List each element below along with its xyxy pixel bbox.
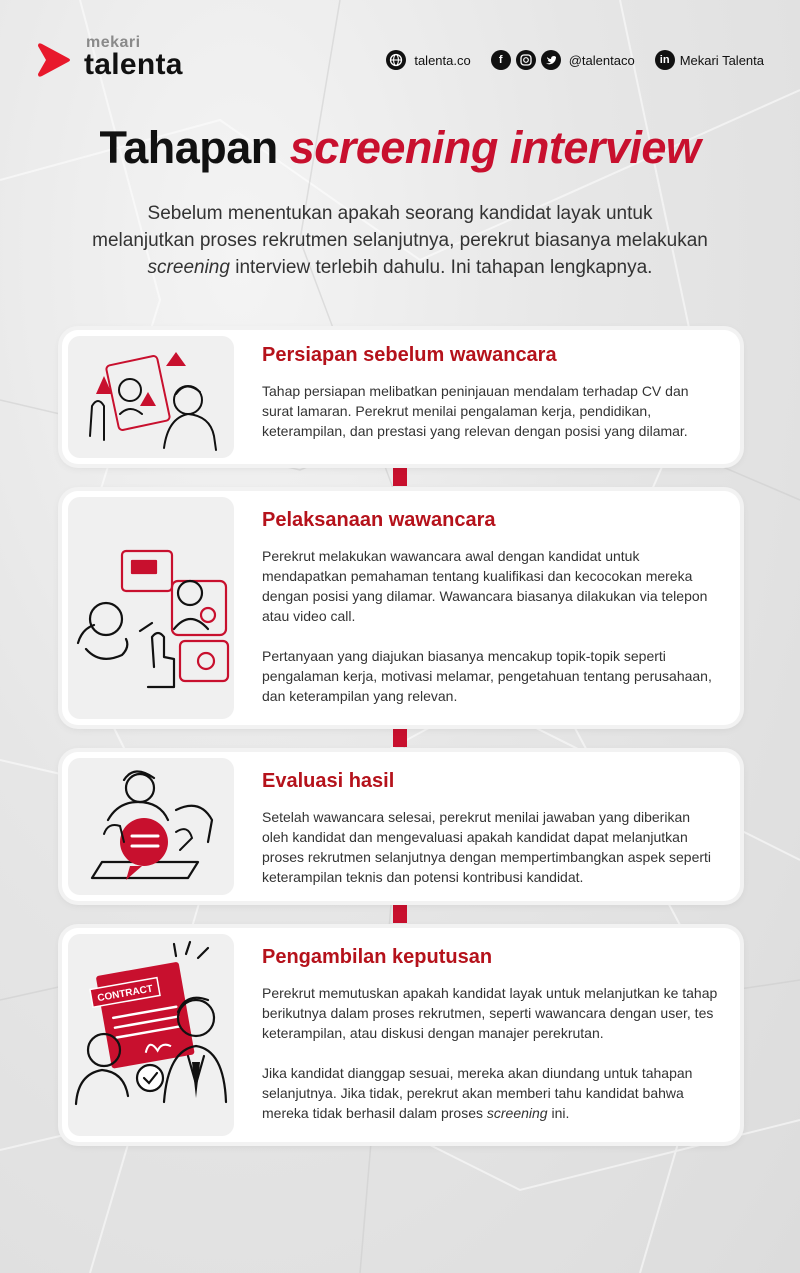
step-4-text-1: Perekrut memutuskan apakah kandidat layak untuk melanjutkan ke tahap berikutnya dalam proses rekrutmen, seperti wawancara dengan user, tes keterampilan, atau diskusi dengan manajer perekrutan. <box>262 985 718 1041</box>
brand-small-text: mekari <box>86 34 141 51</box>
step-2-text-1: Perekrut melakukan wawancara awal dengan kandidat untuk mendapatkan pemahaman tentang kualifikasi dan kecocokan mereka dengan posisi yang dilamar. Wawancara biasanya dilakukan via telepon atau video call. <box>262 548 708 624</box>
video-call-illustration <box>68 497 234 719</box>
intro-line-1: Sebelum menentukan apakah seorang kandidat layak untuk <box>147 203 653 224</box>
linkedin-text: Mekari Talenta <box>679 52 764 68</box>
evaluation-illustration <box>68 758 234 895</box>
intro-paragraph <box>40 200 760 281</box>
facebook-icon: f <box>491 50 511 70</box>
website-link[interactable] <box>386 50 480 70</box>
decision-illustration <box>68 934 234 1136</box>
step-card-3 <box>62 752 740 901</box>
contract-label: CONTRACT <box>96 983 154 1005</box>
step-4-title: Pengambilan keputusan <box>262 946 493 968</box>
instagram-icon <box>516 50 536 70</box>
step-connector <box>393 729 407 747</box>
step-1-content <box>262 344 720 441</box>
social-handle-text: @talentaco <box>568 52 635 68</box>
page-title <box>0 122 800 174</box>
step-3-title: Evaluasi hasil <box>262 770 395 792</box>
linkedin-link[interactable] <box>655 50 764 70</box>
step-1-title: Persiapan sebelum wawancara <box>262 344 557 366</box>
step-connector <box>393 905 407 923</box>
step-2-content <box>262 509 720 706</box>
intro-line-3-rest: interview terlebih dahulu. Ini tahapan lengkapnya. <box>229 257 653 278</box>
step-4-text-2 <box>262 1063 720 1123</box>
step-3-text: Setelah wawancara selesai, perekrut menilai jawaban yang diberikan oleh kandidat dan mengevaluasi apakah kandidat dapat melanjutkan proses rekrutmen selanjutnya dengan mempertimbangkan aspek seperti keterampilan teknis dan potensi kontribusi kandidat. <box>262 809 712 885</box>
social-links <box>386 50 764 70</box>
step-card-4 <box>62 928 740 1142</box>
step-3-content <box>262 770 720 887</box>
logo-chevron-icon <box>36 40 76 80</box>
brand-logo <box>36 34 216 84</box>
intro-line-3-emphasis: screening <box>147 257 230 278</box>
step-1-text: Tahap persiapan melibatkan peninjauan mendalam terhadap CV dan surat lamaran. Perekrut menilai pengalaman kerja, pendidikan, keterampilan, dan prestasi yang relevan dengan posisi yang dilamar. <box>262 383 689 439</box>
cv-review-illustration <box>68 336 234 458</box>
twitter-icon <box>541 50 561 70</box>
brand-big-text: talenta <box>84 48 183 81</box>
step-connector <box>393 468 407 486</box>
step-4-text-2-emphasis: screening <box>486 1105 548 1121</box>
intro-line-2: melanjutkan proses rekrutmen selanjutnya, perekrut biasanya melakukan <box>92 230 708 251</box>
step-4-text-2-before: Jika kandidat dianggap sesuai, mereka akan diundang untuk tahapan selanjutnya. Jika tidak, perekrut akan memberi tahu kandidat bahwa mereka tidak berhasil dalam proses <box>262 1065 693 1121</box>
step-card-2 <box>62 491 740 725</box>
title-part-1: Tahapan <box>99 122 278 173</box>
step-4-content <box>262 946 720 1123</box>
website-text: talenta.co <box>414 52 471 68</box>
title-part-2: screening interview <box>289 122 701 173</box>
linkedin-icon: in <box>655 50 675 70</box>
step-4-text-2-after: ini. <box>547 1105 570 1121</box>
step-card-1 <box>62 330 740 464</box>
step-2-text-2: Pertanyaan yang diajukan biasanya mencakup topik-topik seperti pengalaman kerja, motivasi melamar, pengetahuan tentang perusahaan, dan keterampilan yang relevan. <box>262 648 712 704</box>
social-handle-link[interactable] <box>491 50 645 70</box>
globe-icon <box>386 50 406 70</box>
step-2-title: Pelaksanaan wawancara <box>262 509 496 531</box>
